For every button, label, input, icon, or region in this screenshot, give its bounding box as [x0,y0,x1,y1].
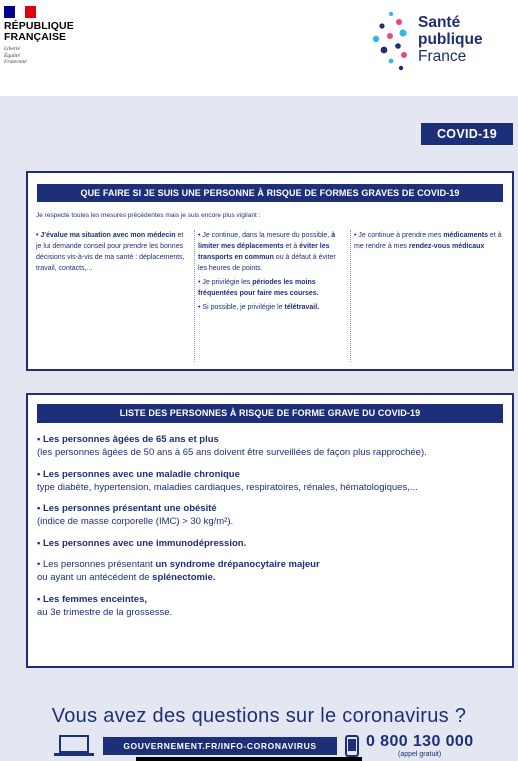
action-column-3: • Je continue à prendre mes médicaments et à me rendre à mes rendez-vous médicaux [350,230,508,362]
risk-actions-intro: Je respecte toutes les mesures précédentes mais je suis encore plus vigilant : [36,212,261,219]
risk-list-title: LISTE DES PERSONNES À RISQUE DE FORME GRAVE DU COVID-19 [37,404,503,423]
phone-note: (appel gratuit) [398,751,442,758]
list-item: • Les personnes avec une immunodépression. [37,537,247,549]
list-item: • Les femmes enceintes, au 3e trimestre de la grossesse. [37,593,173,618]
phone-icon [345,735,359,757]
republique-name: RÉPUBLIQUE FRANÇAISE [4,20,74,43]
list-item: • Les personnes avec une maladie chronique type diabète, hypertension, maladies cardiaques, respiratoires, rénales, hématologiques,... [37,468,418,493]
spf-name: Santé publique France [418,14,483,65]
laptop-icon [54,735,94,757]
header [0,0,518,96]
spf-dots-icon [370,8,412,78]
republique-francaise-logo [4,6,114,66]
list-item: • Les personnes âgées de 65 ans et plus (les personnes âgées de 50 ans à 65 ans doivent être surveillées de façon plus rapprochée). [37,434,427,458]
risk-list [37,433,507,627]
risk-actions-box [26,171,514,371]
covid-badge: COVID-19 [421,123,513,145]
phone-number[interactable]: 0 800 130 000 [366,733,474,750]
sante-publique-france-logo [370,8,510,78]
questions-heading: Vous avez des questions sur le coronavirus ? [51,705,467,727]
action-column-1: • J'évalue ma situation avec mon médecin et je lui demande conseil pour prendre les bonnes décisions vis-à-vis de ma santé : déplacements, travail, contacts,... [36,232,185,272]
risk-actions-title: QUE FAIRE SI JE SUIS UNE PERSONNE À RISQUE DE FORMES GRAVES DE COVID-19 [37,184,503,202]
list-item: • Les personnes présentant une obésité (indice de masse corporelle (IMC) > 30 kg/m²). [37,503,234,527]
list-item: • Les personnes présentant un syndrome drépanocytaire majeur ou ayant un antécédent de splénectomie. [37,559,320,583]
bottom-bar [136,757,362,761]
flag-icon [4,6,36,18]
action-column-2: • Je continue, dans la mesure du possible, à limiter mes déplacements et à éviter les transports en commun ou à défaut à éviter les heures de points. • Je privilégie les périodes les moins fréquentées pour faire mes courses. • Si possible, je privilégie le télétravail. [194,230,342,362]
info-coronavirus-link[interactable]: GOUVERNEMENT.FR/INFO-CORONAVIRUS [103,737,337,755]
risk-list-box [26,393,514,668]
motto: Liberté Égalité Fraternité [4,46,27,65]
